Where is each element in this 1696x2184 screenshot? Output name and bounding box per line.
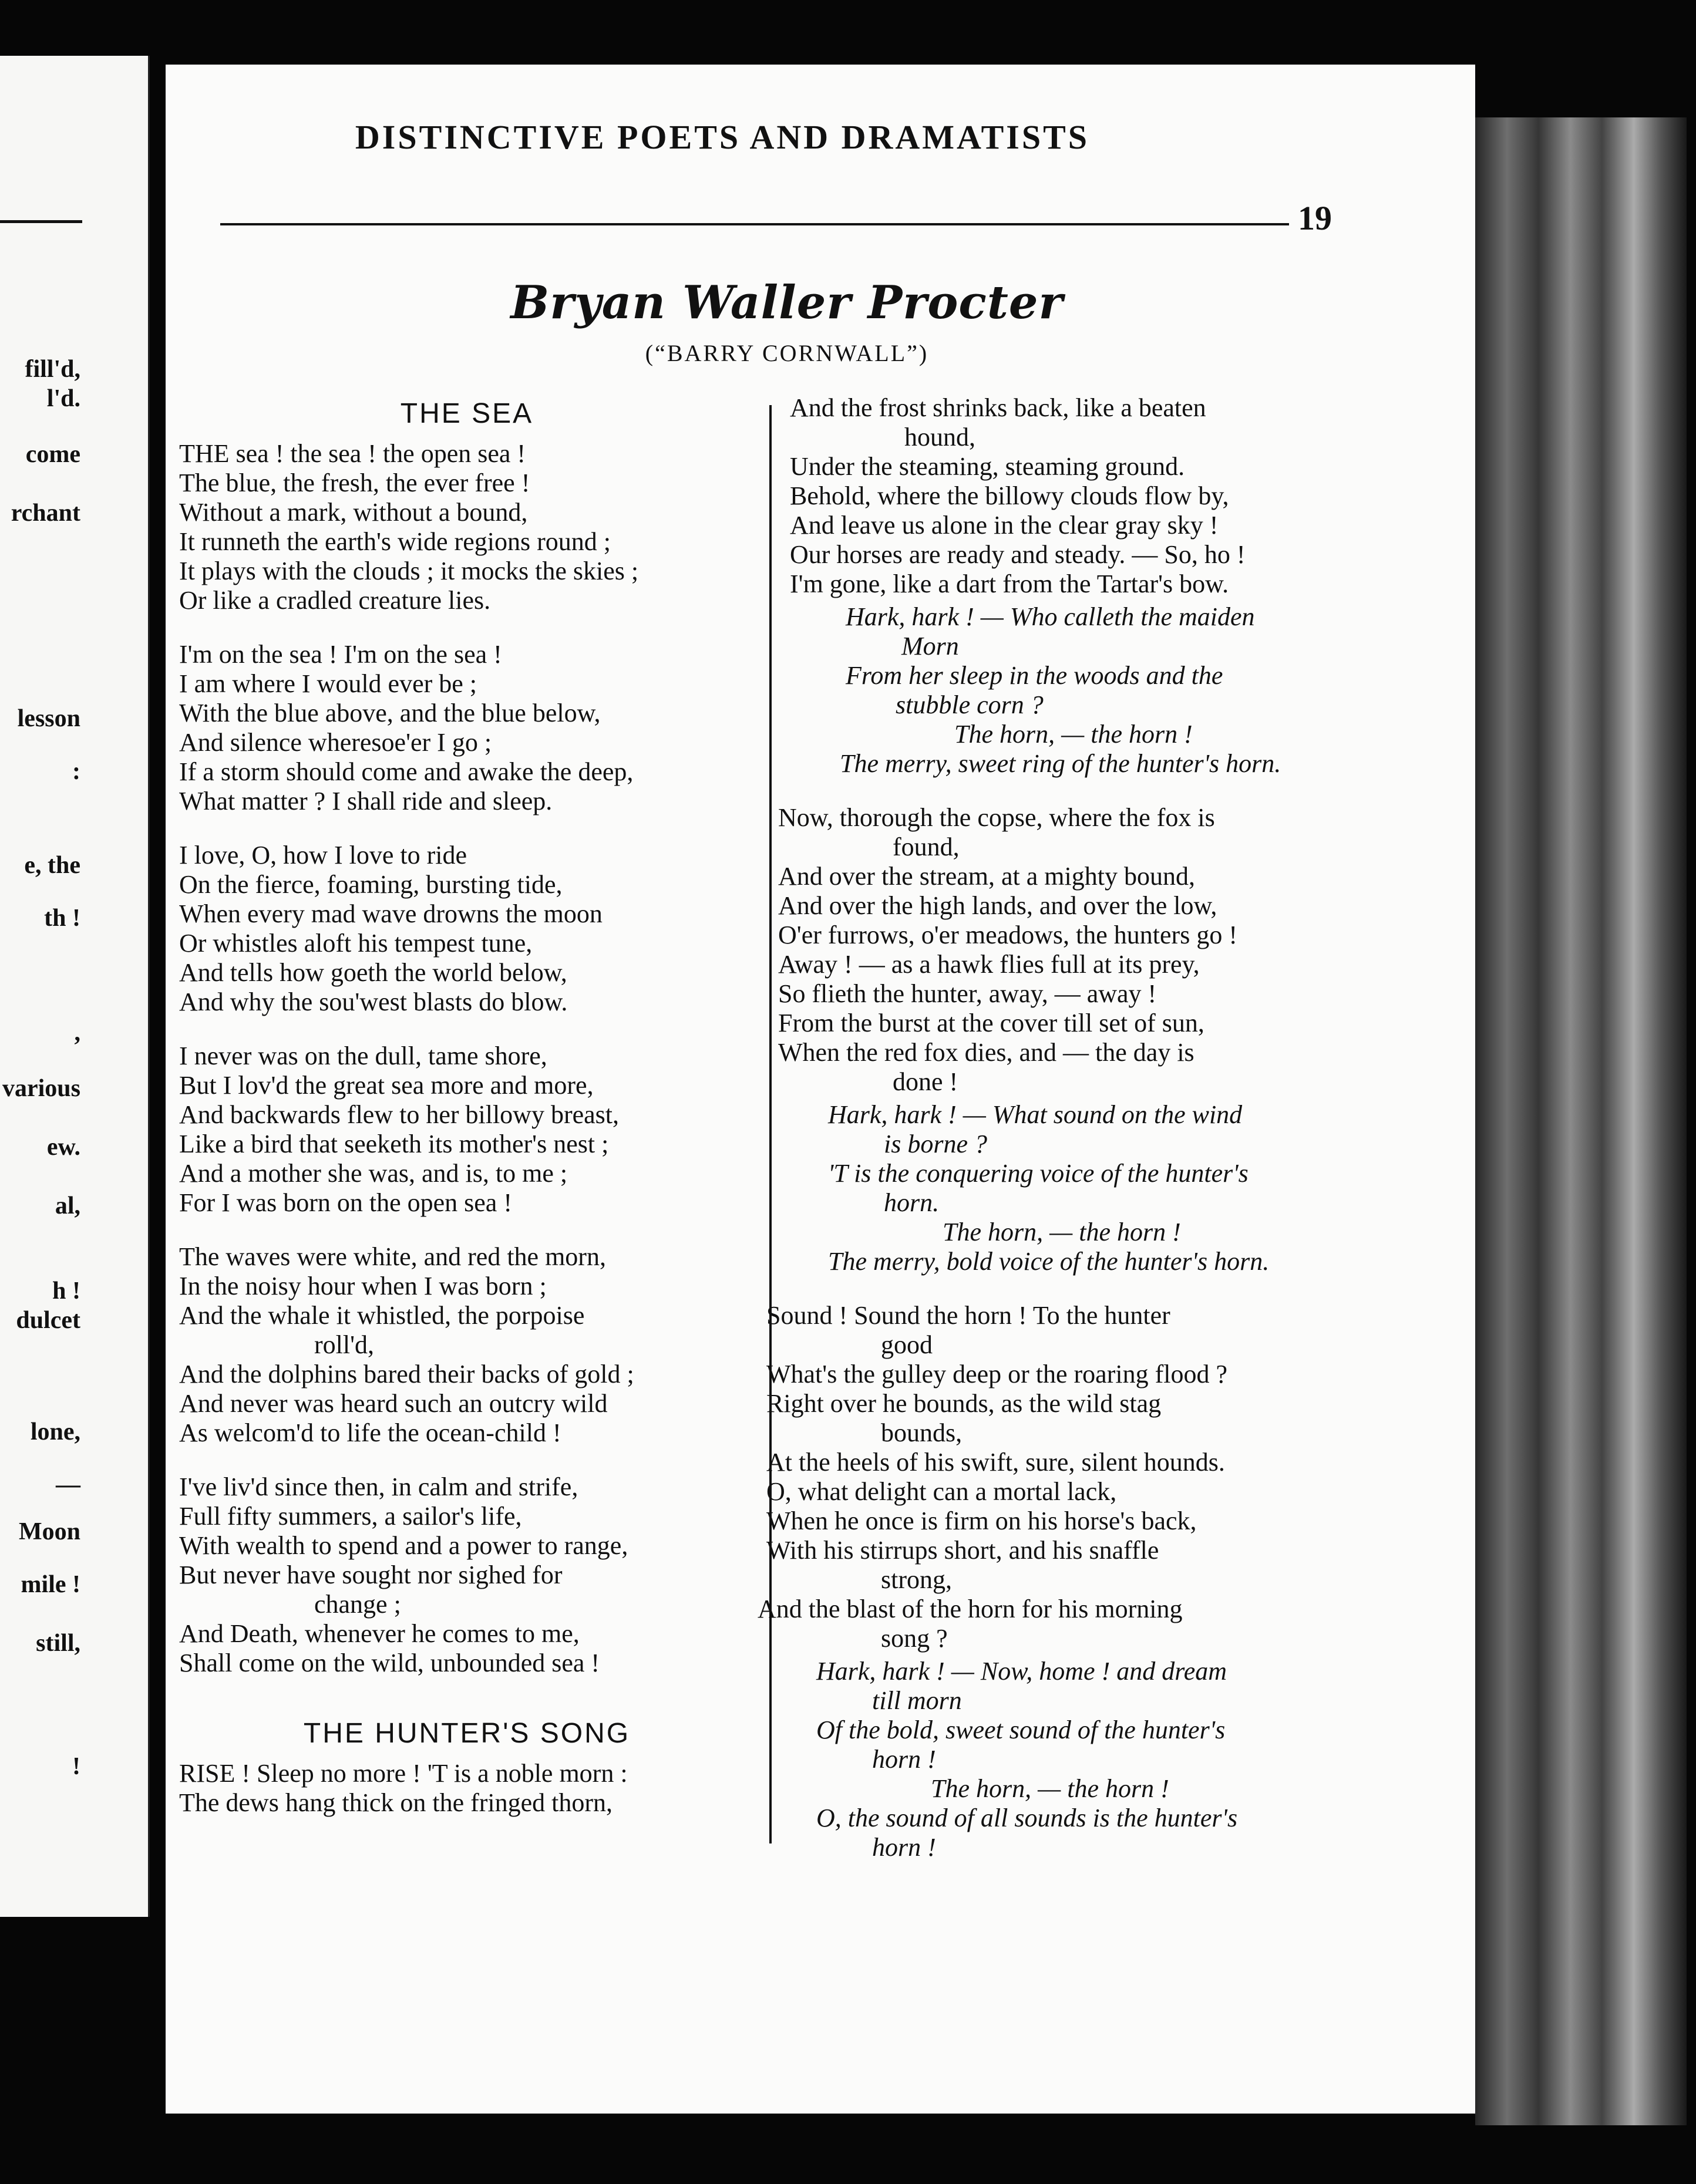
facing-page-fragment [0,56,150,1917]
poem-line: But I lov'd the great sea more and more, [179,1071,594,1100]
poem-line-continuation: hound, [904,423,975,451]
facing-text: ! [72,1753,80,1780]
poem-line: The blue, the fresh, the ever free ! [179,469,530,497]
facing-text: lone, [30,1418,80,1445]
refrain-line: The horn, — the horn ! [954,720,1193,749]
stanza [179,1242,755,1448]
poem-line: I'm on the sea ! I'm on the sea ! [179,640,502,669]
poem-line: I love, O, how I love to ride [179,841,467,869]
poem-line: Without a mark, without a bound, [179,498,528,527]
refrain-line: Hark, hark ! — Who calleth the maiden [846,602,1255,631]
running-header: DISTINCTIVE POETS AND DRAMATISTS [355,118,1090,156]
facing-text: mile ! [21,1571,80,1598]
poem-line: I've liv'd since then, in calm and strife, [179,1472,578,1501]
poem-line-continuation: strong, [881,1565,952,1594]
poem-line: And a mother she was, and is, to me ; [179,1159,568,1188]
facing-text: l'd. [46,385,80,412]
refrain-line: till morn [872,1686,962,1715]
poem-line-continuation: bounds, [881,1418,963,1447]
poem-line: And leave us alone in the clear gray sky ! [790,511,1219,540]
author-pseudonym: (“BARRY CORNWALL”) [645,340,929,366]
poem-line: And Death, whenever he comes to me, [179,1619,580,1648]
facing-text: lesson [17,705,80,732]
poem-line: On the fierce, foaming, bursting tide, [179,870,563,899]
poem-line: Shall come on the wild, unbounded sea ! [179,1649,600,1677]
poem-line: Behold, where the billowy clouds flow by, [790,481,1229,510]
poem-line: With his stirrups short, and his snaffle [766,1536,1159,1565]
poem-line: Or whistles aloft his tempest tune, [179,929,533,958]
facing-text: dulcet [16,1307,80,1334]
header-rule [220,223,1289,225]
poem-line: So flieth the hunter, away, — away ! [778,979,1157,1008]
poem-line: I am where I would ever be ; [179,669,477,698]
poem-line: Full fifty summers, a sailor's life, [179,1502,522,1531]
poem-line: And over the stream, at a mighty bound, [778,862,1195,891]
poem-line: O, what delight can a mortal lack, [766,1477,1117,1506]
poem-line: In the noisy hour when I was born ; [179,1272,547,1300]
facing-text: th ! [44,905,80,932]
poem-line: When he once is firm on his horse's back, [766,1506,1197,1535]
poem-line: I'm gone, like a dart from the Tartar's bow. [790,569,1229,598]
poem-line: And backwards flew to her billowy breast, [179,1100,620,1129]
poem-line: And the blast of the horn for his morning [758,1595,1183,1623]
poem-line: If a storm should come and awake the deep, [179,757,634,786]
refrain-line: O, the sound of all sounds is the hunter's [816,1804,1238,1832]
poem-line: O'er furrows, o'er meadows, the hunters go ! [778,921,1237,949]
poem-line: Or like a cradled creature lies. [179,586,491,615]
refrain-line: The merry, sweet ring of the hunter's horn. [840,749,1281,778]
poem-title: THE SEA [400,398,534,429]
refrain-line: The horn, — the horn ! [931,1774,1169,1803]
stanza [179,1759,755,1818]
refrain-line: 'T is the conquering voice of the hunter's [828,1159,1249,1188]
refrain-line: Hark, hark ! — What sound on the wind [828,1100,1243,1129]
refrain-line: horn ! [872,1745,936,1774]
poem-line: Away ! — as a hawk flies full at its prey, [778,950,1200,979]
refrain-line: Hark, hark ! — Now, home ! and dream [816,1657,1227,1686]
poem-line: For I was born on the open sea ! [179,1188,512,1217]
poem-line: And the whale it whistled, the porpoise [179,1301,585,1330]
poem-line: As welcom'd to life the ocean-child ! [179,1418,561,1447]
poem-line: The waves were white, and red the morn, [179,1242,606,1271]
refrain-line: stubble corn ? [896,690,1044,719]
stanza [179,640,755,816]
page-number: 19 [1298,199,1332,237]
facing-text: still, [36,1630,80,1657]
facing-text: : [72,758,80,785]
facing-text: e, the [24,852,80,879]
refrain-line: The horn, — the horn ! [943,1218,1181,1246]
refrain-line: The merry, bold voice of the hunter's horn. [828,1247,1270,1276]
poem-line: And why the sou'west blasts do blow. [179,987,568,1016]
stanza [179,439,755,615]
poem-line: And the frost shrinks back, like a beaten [790,393,1206,422]
poem-line: And tells how goeth the world below, [179,958,567,987]
poem-line: And over the high lands, and over the low, [778,891,1217,920]
poem-line: Under the steaming, steaming ground. [790,452,1185,481]
facing-text: — [56,1471,80,1498]
facing-text: , [74,1019,80,1046]
poem-line-continuation: song ? [881,1624,948,1653]
poem-title: THE HUNTER'S SONG [303,1718,631,1749]
poem-line: Sound ! Sound the horn ! To the hunter [766,1301,1170,1330]
poem-line: THE sea ! the sea ! the open sea ! [179,439,526,468]
refrain [758,1100,1327,1276]
stanza [758,803,1327,1097]
facing-page-rule [0,220,82,223]
poem-line: The dews hang thick on the fringed thorn, [179,1788,613,1817]
refrain-line: horn. [884,1188,940,1217]
poem-line: When every mad wave drowns the moon [179,899,603,928]
refrain [758,1657,1327,1862]
poem-line: RISE ! Sleep no more ! 'T is a noble morn : [179,1759,628,1788]
poem-line-continuation: roll'd, [314,1330,375,1359]
poem-line: When the red fox dies, and — the day is [778,1038,1194,1067]
poem-line-continuation: found, [893,833,960,861]
poem-line: Right over he bounds, as the wild stag [766,1389,1162,1418]
stanza [179,1042,755,1218]
facing-text: fill'd, [25,356,80,383]
facing-text: al, [55,1192,80,1219]
poem-line-continuation: done ! [893,1067,958,1096]
poem-line: Our horses are ready and steady. — So, ho ! [790,540,1246,569]
poem-line: With the blue above, and the blue below, [179,699,601,727]
poem-line: I never was on the dull, tame shore, [179,1042,547,1070]
poem-line: And never was heard such an outcry wild [179,1389,608,1418]
poem-line: It plays with the clouds ; it mocks the skies ; [179,557,639,585]
poem-line: From the burst at the cover till set of sun, [778,1009,1204,1037]
poem-line: At the heels of his swift, sure, silent hounds. [766,1448,1225,1477]
poem-line: And silence wheresoe'er I go ; [179,728,492,757]
refrain-line: horn ! [872,1833,936,1862]
poem-line: What matter ? I shall ride and sleep. [179,787,553,815]
poem-line: With wealth to spend and a power to range, [179,1531,628,1560]
stanza [758,1301,1327,1653]
facing-text: h ! [52,1278,80,1305]
facing-text: ew. [46,1134,80,1161]
stanza [179,1472,755,1678]
refrain-line: Of the bold, sweet sound of the hunter's [816,1715,1226,1744]
facing-text: Moon [19,1518,80,1545]
stanza [758,393,1327,599]
facing-text: rchant [11,500,80,527]
refrain-line: Morn [901,632,959,660]
refrain [758,602,1327,778]
refrain-line: From her sleep in the woods and the [846,661,1223,690]
poem-line: Like a bird that seeketh its mother's nest ; [179,1130,609,1158]
poem-line-continuation: good [881,1330,933,1359]
stanza [179,841,755,1017]
facing-text: various [2,1075,80,1102]
poem-line: What's the gulley deep or the roaring flood ? [766,1360,1227,1388]
facing-text: come [25,441,80,468]
poem-line: It runneth the earth's wide regions round ; [179,527,611,556]
right-column [758,393,1327,1887]
page-edges [1475,117,1687,2125]
left-column [179,399,755,1842]
poem-line-continuation: change ; [314,1590,401,1619]
poem-line: And the dolphins bared their backs of gold ; [179,1360,634,1388]
refrain-line: is borne ? [884,1130,987,1158]
poem-line: Now, thorough the copse, where the fox is [778,803,1215,832]
poem-line: But never have sought nor sighed for [179,1561,563,1589]
author-name: Bryan Waller Procter [510,276,1064,329]
